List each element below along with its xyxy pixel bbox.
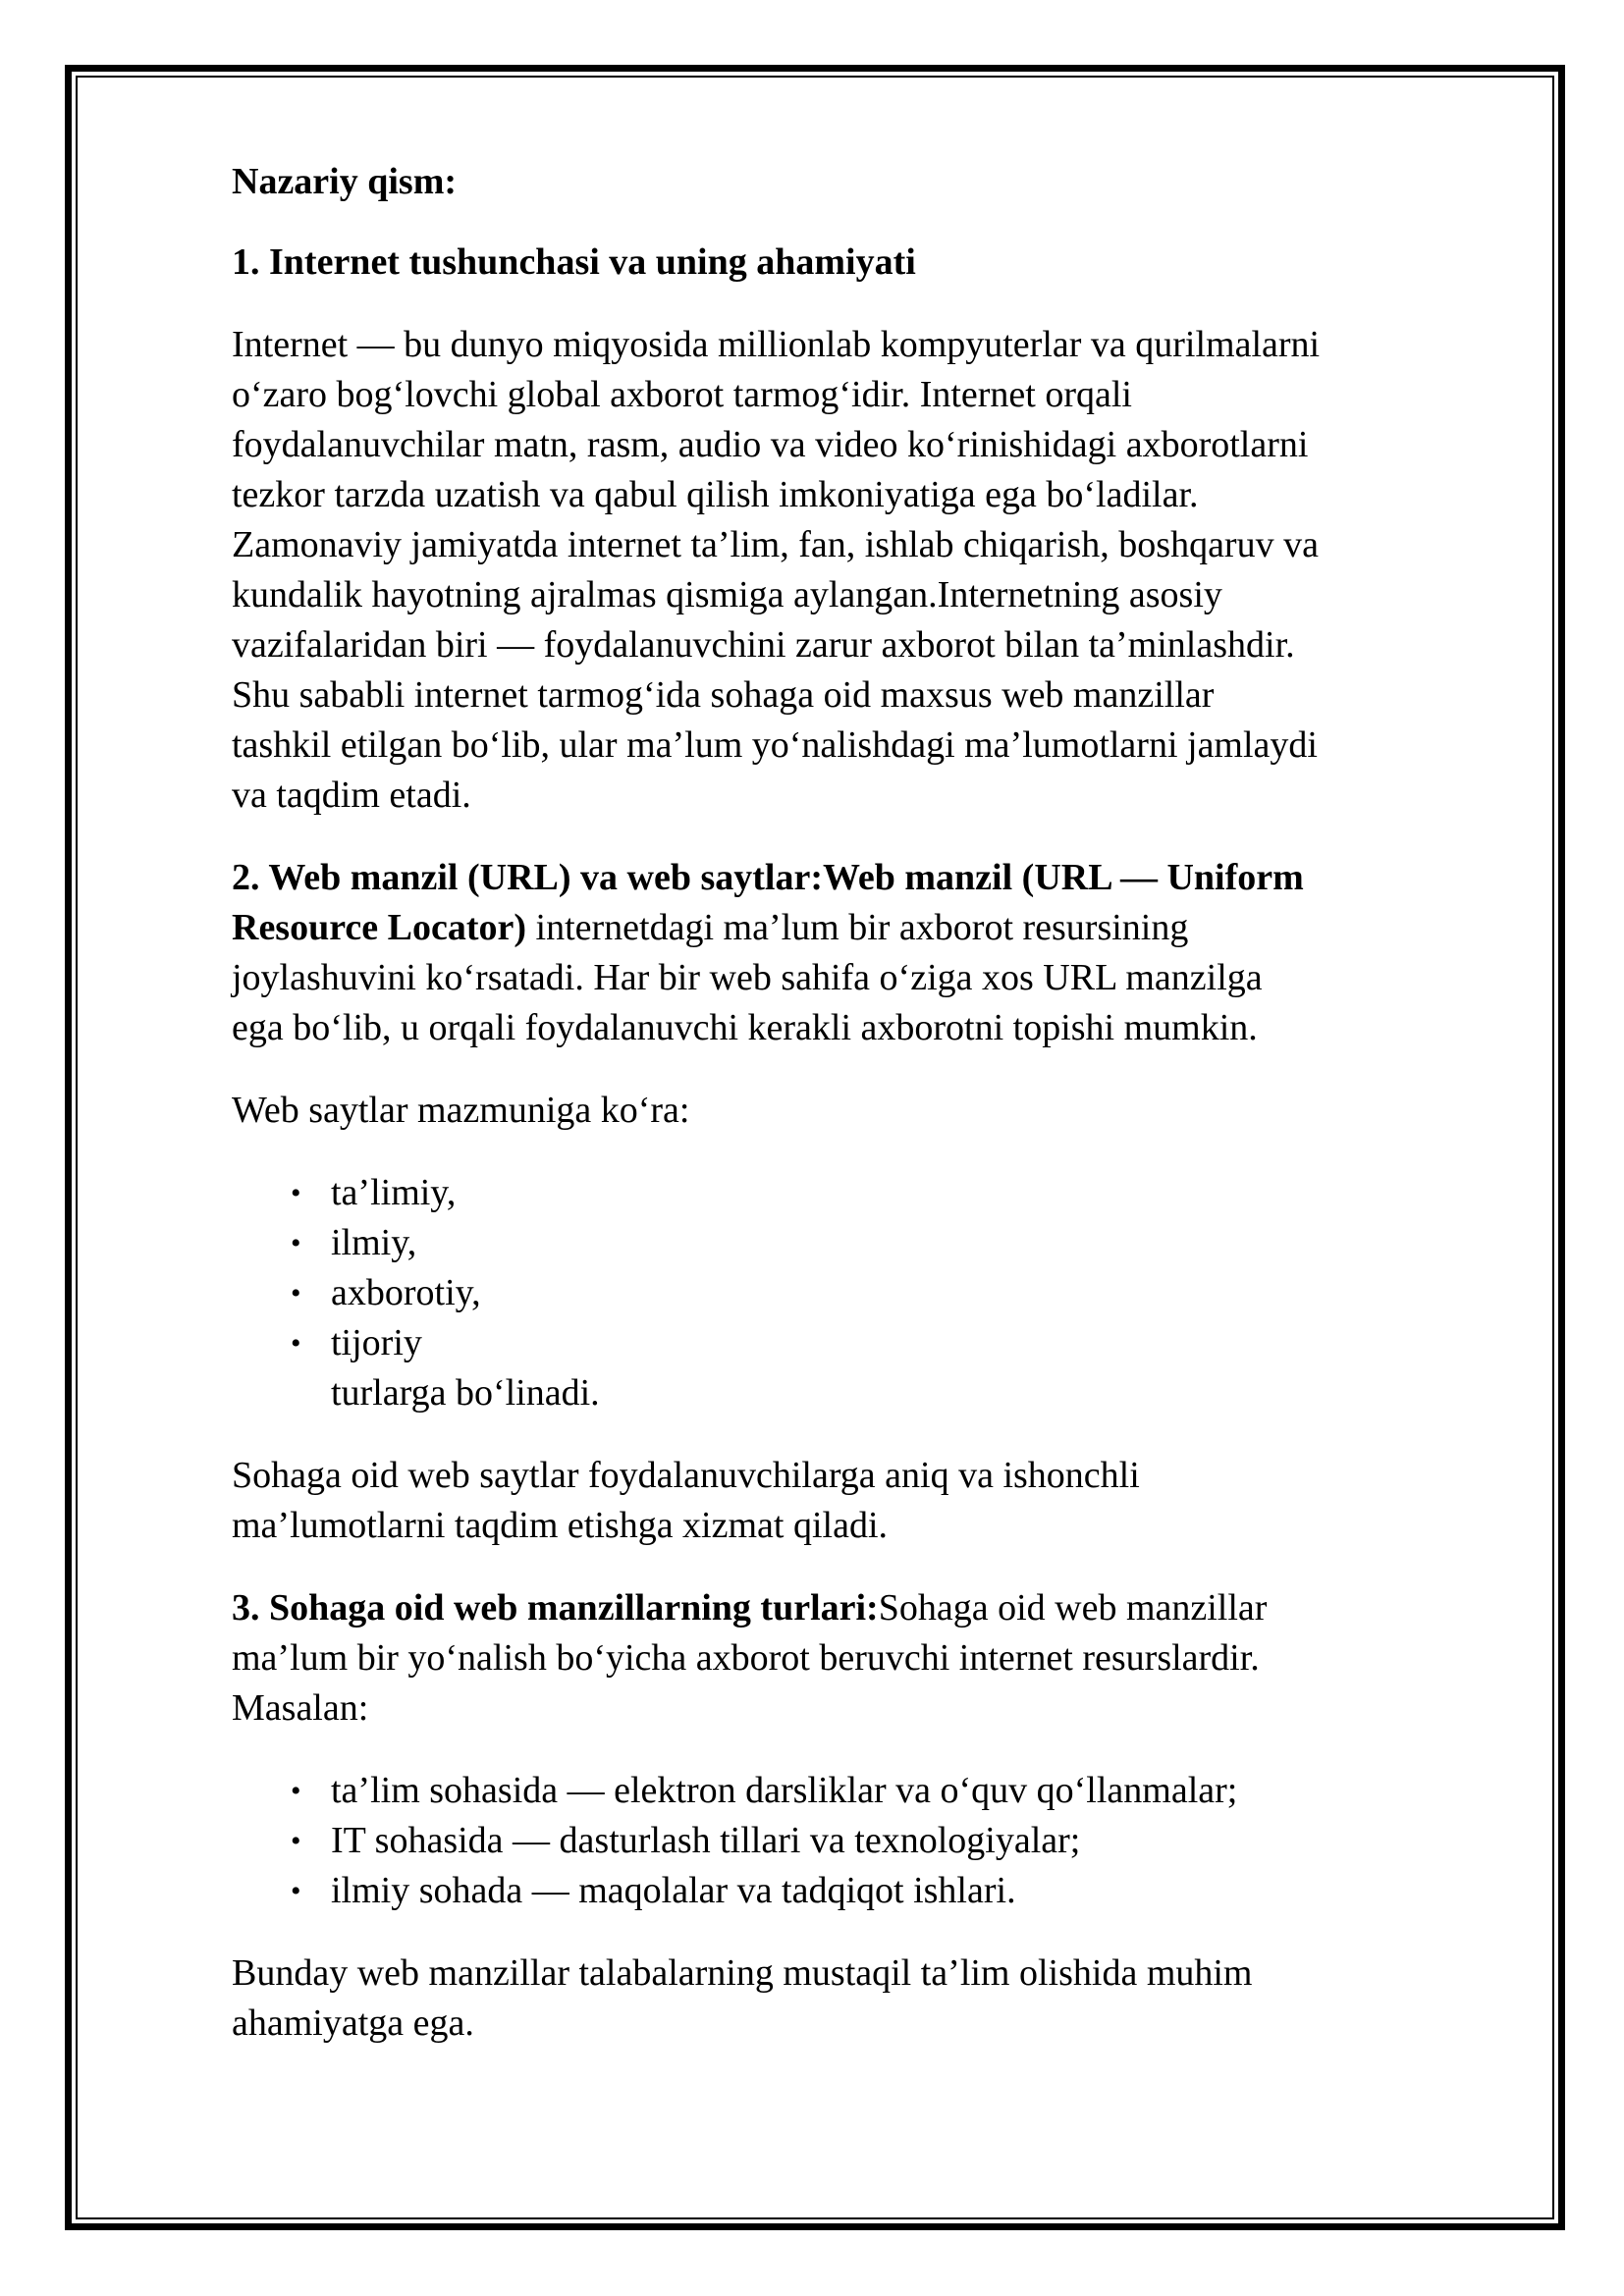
list-item xyxy=(232,1168,1528,1218)
section-title: Nazariy qism: xyxy=(232,161,458,202)
text-line: va taqdim etadi. xyxy=(232,774,471,816)
text-line: o‘zaro bog‘lovchi global axborot tarmog‘idir. Internet orqali xyxy=(232,374,1132,415)
text-line: foydalanuvchilar matn, rasm, audio va video ko‘rinishidagi axborotlarni xyxy=(232,424,1309,465)
section1-heading: 1. Internet tushunchasi va uning ahamiyati xyxy=(232,241,916,283)
bullet-icon: • xyxy=(291,1277,301,1309)
bullet-icon: • xyxy=(291,1227,301,1259)
text-line: Masalan: xyxy=(232,1687,369,1729)
section2-closing xyxy=(232,1451,1528,1551)
text-line: Shu sababli internet tarmog‘ida sohaga oid maxsus web manzillar xyxy=(232,674,1215,716)
bullet-icon: • xyxy=(291,1177,301,1209)
text-line: ma’lum bir yo‘nalish bo‘yicha axborot beruvchi internet resurslardir. xyxy=(232,1637,1260,1679)
text-line: ahamiyatga ega. xyxy=(232,2002,474,2044)
text-line: joylashuvini ko‘rsatadi. Har bir web sahifa o‘ziga xos URL manzilga xyxy=(232,957,1263,998)
section3-heading: 3. Sohaga oid web manzillarning turlari: xyxy=(232,1587,879,1629)
text-line: ega bo‘lib, u orqali foydalanuvchi kerakli axborotni topishi mumkin. xyxy=(232,1007,1258,1048)
text-line: tashkil etilgan bo‘lib, ular ma’lum yo‘nalishdagi ma’lumotlarni jamlaydi xyxy=(232,724,1318,766)
list-item-text: ilmiy sohada — maqolalar va tadqiqot ishlari. xyxy=(331,1870,1016,1911)
list-item xyxy=(232,1766,1528,1816)
text-line: vazifalaridan biri — foydalanuvchini zarur axborot bilan ta’minlashdir. xyxy=(232,624,1295,666)
list-item xyxy=(232,1218,1528,1268)
list-item-text: axborotiy, xyxy=(331,1272,481,1313)
text-line xyxy=(232,1583,1528,1633)
text-line: kundalik hayotning ajralmas qismiga aylangan.Internetning asosiy xyxy=(232,574,1222,615)
bullet-icon: • xyxy=(291,1775,301,1807)
text-line: Bunday web manzillar talabalarning mustaqil ta’lim olishida muhim xyxy=(232,1952,1253,1994)
web-site-types-list xyxy=(232,1168,1528,1418)
bullet-icon: • xyxy=(291,1825,301,1857)
types-intro: Web saytlar mazmuniga ko‘ra: xyxy=(232,1090,690,1131)
list-item-text: IT sohasida — dasturlash tillari va texnologiyalar; xyxy=(331,1820,1081,1861)
bullet-icon: • xyxy=(291,1327,301,1360)
text-line: Zamonaviy jamiyatda internet ta’lim, fan, ishlab chiqarish, boshqaruv va xyxy=(232,524,1319,565)
section2-paragraph xyxy=(232,853,1528,1053)
section3-text: Sohaga oid web manzillar xyxy=(878,1587,1268,1629)
section2-heading-continued: Resource Locator) xyxy=(232,907,527,948)
list-item xyxy=(232,1816,1528,1866)
text-line: Internet — bu dunyo miqyosida millionlab kompyuterlar va qurilmalarni xyxy=(232,324,1321,365)
list-tail-text: turlarga bo‘linadi. xyxy=(331,1372,600,1414)
examples-list xyxy=(232,1766,1528,1916)
bullet-icon: • xyxy=(291,1875,301,1907)
text-line: Sohaga oid web saytlar foydalanuvchilarga aniq va ishonchli xyxy=(232,1455,1140,1496)
list-item xyxy=(232,1866,1528,1916)
section3-closing xyxy=(232,1949,1528,2049)
text-line xyxy=(232,903,1528,953)
list-item-text: ilmiy, xyxy=(331,1222,417,1263)
document-body xyxy=(232,157,1528,2081)
list-item-text: tijoriy xyxy=(331,1322,422,1363)
list-item xyxy=(232,1318,1528,1368)
section1-paragraph xyxy=(232,320,1528,821)
list-item-text: ta’limiy, xyxy=(331,1172,457,1213)
text-line: tezkor tarzda uzatish va qabul qilish imkoniyatiga ega bo‘ladilar. xyxy=(232,474,1199,515)
text-line: ma’lumotlarni taqdim etishga xizmat qiladi. xyxy=(232,1505,889,1546)
section3-paragraph xyxy=(232,1583,1528,1734)
text-line xyxy=(232,853,1528,903)
list-item xyxy=(232,1268,1528,1318)
section2-text: internetdagi ma’lum bir axborot resursining xyxy=(526,907,1189,948)
list-item-text: ta’lim sohasida — elektron darsliklar va o‘quv qo‘llanmalar; xyxy=(331,1770,1238,1811)
section2-heading: 2. Web manzil (URL) va web saytlar:Web manzil (URL — Uniform xyxy=(232,857,1304,898)
